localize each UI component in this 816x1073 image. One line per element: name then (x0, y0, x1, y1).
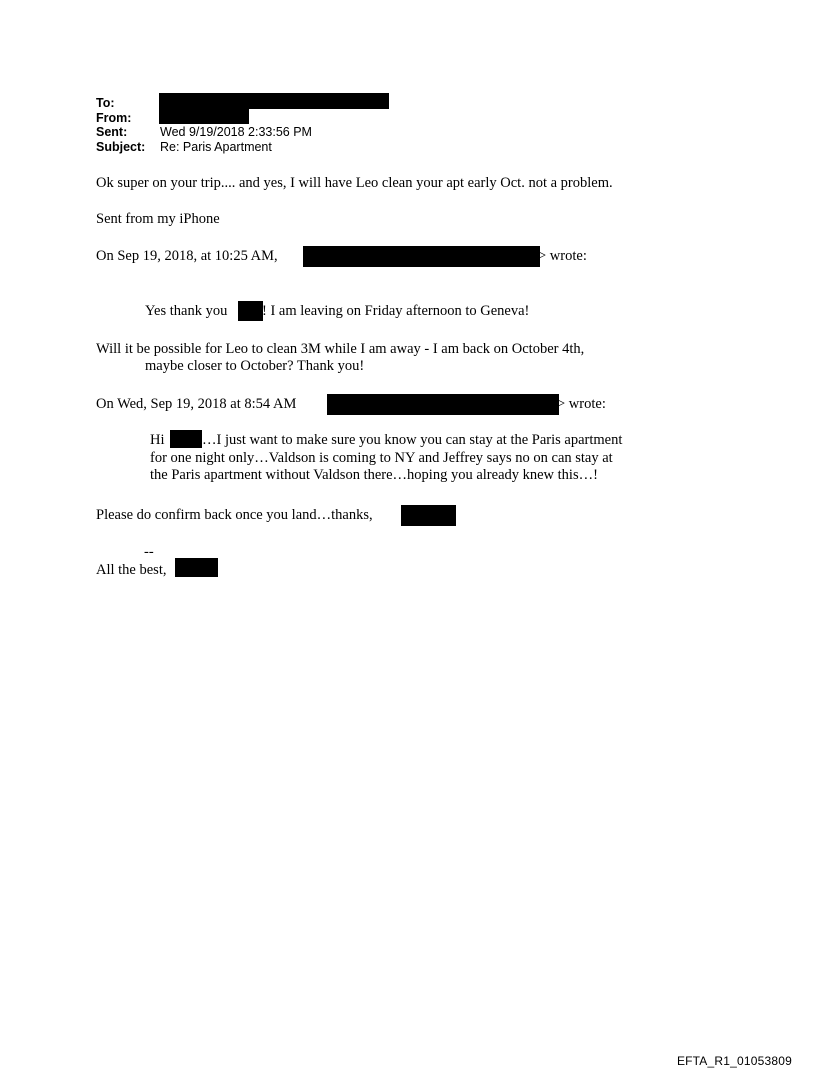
quote2-line1-b: …I just want to make sure you know you can stay at the Paris apartment (202, 432, 623, 448)
quote1-line2: Will it be possible for Leo to clean 3M while I am away - I am back on October 4th, (96, 341, 585, 357)
sent-value: Wed 9/19/2018 2:33:56 PM (160, 125, 312, 139)
closing-line: All the best, (96, 562, 167, 578)
quote2-line1-a: Hi (150, 432, 165, 448)
quote2-line3: the Paris apartment without Valdson there…hoping you already knew this…! (150, 467, 598, 483)
quote1-suffix: > wrote: (538, 248, 587, 264)
redaction-confirm-name (401, 505, 456, 526)
quote2-prefix: On Wed, Sep 19, 2018 at 8:54 AM (96, 396, 297, 412)
signature-line: Sent from my iPhone (96, 211, 220, 227)
sent-label: Sent: (96, 125, 128, 139)
quote1-attribution (96, 248, 278, 265)
reply-text: Ok super on your trip.... and yes, I will have Leo clean your apt early Oct. not a problem. (96, 175, 613, 191)
quote1-line1-b: ! I am leaving on Friday afternoon to Geneva! (262, 303, 530, 319)
to-label: To: (96, 96, 115, 110)
subject-value: Re: Paris Apartment (160, 139, 272, 154)
quote1-line1-a: Yes thank you (145, 303, 228, 319)
redaction-quote2-name (170, 430, 202, 448)
redaction-quote1-name (238, 301, 263, 321)
redaction-quote1-sender (303, 246, 540, 267)
redaction-closing-name (175, 558, 218, 577)
quote2-suffix: > wrote: (557, 396, 606, 412)
subject-label: Subject: (96, 139, 146, 154)
confirm-line: Please do confirm back once you land…thanks, (96, 507, 373, 523)
redaction-from (159, 109, 249, 124)
document-id: EFTA_R1_01053809 (676, 1054, 792, 1068)
subject-row (96, 140, 312, 155)
quote2-line2: for one night only…Valdson is coming to NY and Jeffrey says no on can stay at (150, 450, 613, 466)
quote1-line3: maybe closer to October? Thank you! (145, 358, 365, 374)
from-label: From: (96, 110, 132, 125)
redaction-to (159, 93, 389, 109)
quote1-prefix: On Sep 19, 2018, at 10:25 AM, (96, 248, 278, 264)
sent-row (96, 125, 312, 140)
redaction-quote2-sender (327, 394, 559, 415)
signature-dash: -- (144, 544, 154, 560)
